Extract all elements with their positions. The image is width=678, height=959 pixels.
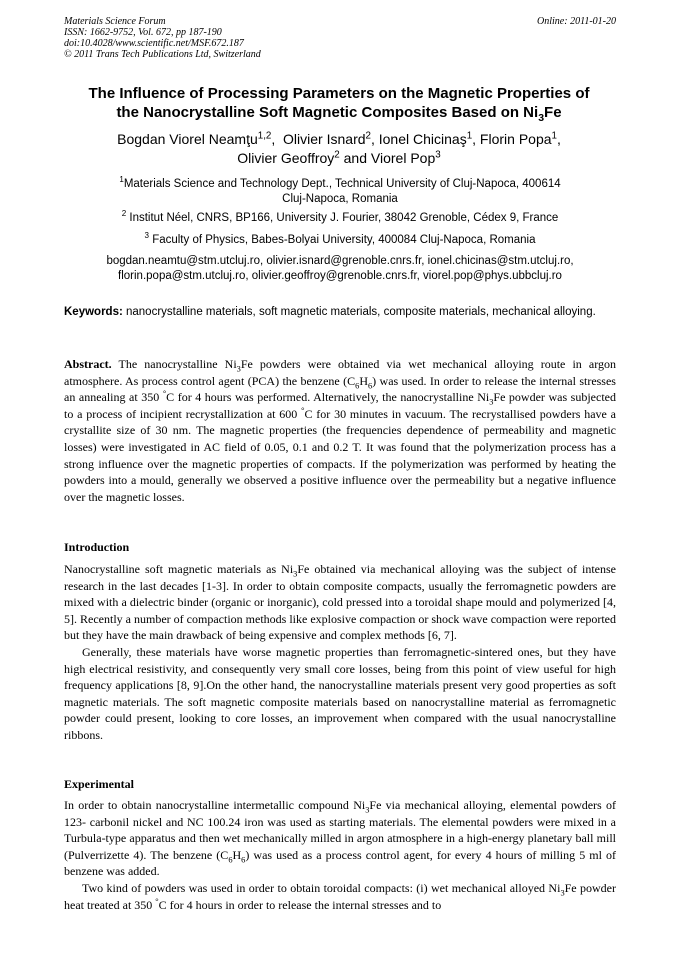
affiliation-2: $^2$ Institut Néel, CNRS, BP166, University J. Fourier, 38042 Grenoble, Cédex 9, France xyxy=(121,209,559,224)
paragraph: In order to obtain nanocrystalline intermetallic compound $Ni_3Fe$ via mechanical alloying, elemental powders of 123- carbonil nickel and NC 100.24 iron was used as starting materials. The elemental powders were mixed in a Turbula-type apparatus and then wet mechanically milled in argon atmosphere in a high-energy planetary ball mill (Pulverrizette 4). The benzene $(C_6H_6)$ was used as a process control agent, for every 4 hours of milling 5 ml of benzene was added. xyxy=(64,798,617,879)
paragraph: Nanocrystalline soft magnetic materials as $Ni_3Fe$ obtained via mechanical alloying was the subject of intense research in the last decades [1-3]. In order to obtain composite compacts, usually the ferromagnetic powders are mixed with a dielectric binder (organic or inorganic), cold pressed into a toroidal shape mould and polymerized [4, 5]. Recently a number of compaction methods like explosive compaction or shock wave compaction were reported but they have the main drawback of being expensive and complex methods [6, 7]. xyxy=(64,562,616,643)
paper-title xyxy=(56,84,622,122)
authors-line-2: Olivier Geoffroy$^2$ and Viorel Pop$^3$ xyxy=(237,149,441,166)
keywords-label: Keywords: xyxy=(64,306,123,318)
issn-line: ISSN: 1662-9752, Vol. 672, pp 187-190 xyxy=(64,27,222,38)
author-name: Bogdan Viorel Neamţu xyxy=(117,131,258,147)
author-name: Olivier Isnard xyxy=(283,131,366,147)
author-emails xyxy=(64,254,616,284)
running-header xyxy=(64,16,616,60)
doi-line: doi:10.4028/www.scientific.net/MSF.672.187 xyxy=(64,38,244,49)
abstract: Abstract. The nanocrystalline $Ni_3Fe$ powders were obtained via wet mechanical alloying route in argon atmosphere. As process control agent (PCA) the benzene $(C_6H_6)$ was used. In order to release the internal stresses an annealing at 350 °C for 4 hours was performed. Alternatively, the nanocrystalline $Ni_3Fe$ powder was subjected to a process of incipient recrystallization at 600 °C for 30 minutes in vacuum. The recrystallised powders have a crystallite size of 30 nm. The magnetic properties (the frequencies dependence of permeability and magnetic losses) were investigated in AC field of 0.05, 0.1 and 0.2 T. It was found that the polymerization process has a strong influence over the magnetic properties of compacts. If the polymerization was performed by heating the powders into a mould, generally we observed a positive influence over the permeability but a negative influence over the magnetic losses. xyxy=(64,357,616,504)
affiliation-3: $^3$ Faculty of Physics, Babes-Bolyai University, 400084 Cluj-Napoca, Romania xyxy=(144,231,536,246)
paragraph: Two kind of powders was used in order to obtain toroidal compacts: (i) wet mechanical alloyed $Ni_3Fe$ powder heat treated at 350 °C for 4 hours in order to release the internal stresses and to xyxy=(64,880,616,912)
experimental-body xyxy=(64,797,616,913)
online-date: Online: 2011-01-20 xyxy=(537,16,616,27)
authors-line-1: Bogdan Viorel Neamţu$^{1,2}$, Olivier Isnard$^2$, Ionel Chicinaş$^1$, Florin Popa$^1$, xyxy=(117,130,561,147)
title-line-1: The Influence of Processing Parameters on the Magnetic Properties of xyxy=(88,85,590,102)
keywords xyxy=(64,305,616,320)
section-heading-experimental: Experimental xyxy=(64,777,134,791)
journal-name: Materials Science Forum xyxy=(64,16,166,27)
introduction-body xyxy=(64,561,616,744)
affiliation-1: $^1$Materials Science and Technology Dept., Technical University of Cluj-Napoca, 400614 Cluj-Napoca, Romania xyxy=(119,175,561,205)
emails-line-2: florin.popa@stm.utcluj.ro, olivier.geoffroy@grenoble.cnrs.fr, viorel.pop@phys.ubbcluj.ro xyxy=(118,270,562,282)
section-heading-introduction: Introduction xyxy=(64,540,130,554)
title-line-2: the Nanocrystalline Soft Magnetic Composites Based on $Ni_3Fe$ xyxy=(116,104,562,124)
emails-line-1: bogdan.neamtu@stm.utcluj.ro, olivier.isnard@grenoble.cnrs.fr, ionel.chicinas@stm.utcluj.ro, xyxy=(106,255,574,267)
abstract-label: Abstract. xyxy=(64,357,112,371)
copyright-line: © 2011 Trans Tech Publications Ltd, Switzerland xyxy=(64,49,261,60)
author-name: Viorel Pop xyxy=(370,150,436,166)
paragraph: Generally, these materials have worse magnetic properties than ferromagnetic-sintered ones, but they have high electrical resistivity, and consequently very small core losses, being from this point of view useful for high frequency applications [8, 9].On the other hand, the nanocrystalline materials present very good properties as soft magnetic materials. The soft magnetic composite materials based on nanocrystalline material as ferromagnetic powder could present, looking to core losses, an improvement when compared with the usual nanocrystalline ribbons. xyxy=(64,644,616,742)
keywords-text: nanocrystalline materials, soft magnetic materials, composite materials, mechanical alloying. xyxy=(126,306,596,318)
author-name: Ionel Chicinaş xyxy=(378,131,467,147)
author-name: Olivier Geoffroy xyxy=(237,150,335,166)
author-list xyxy=(56,130,622,168)
author-name: Florin Popa xyxy=(479,131,552,147)
